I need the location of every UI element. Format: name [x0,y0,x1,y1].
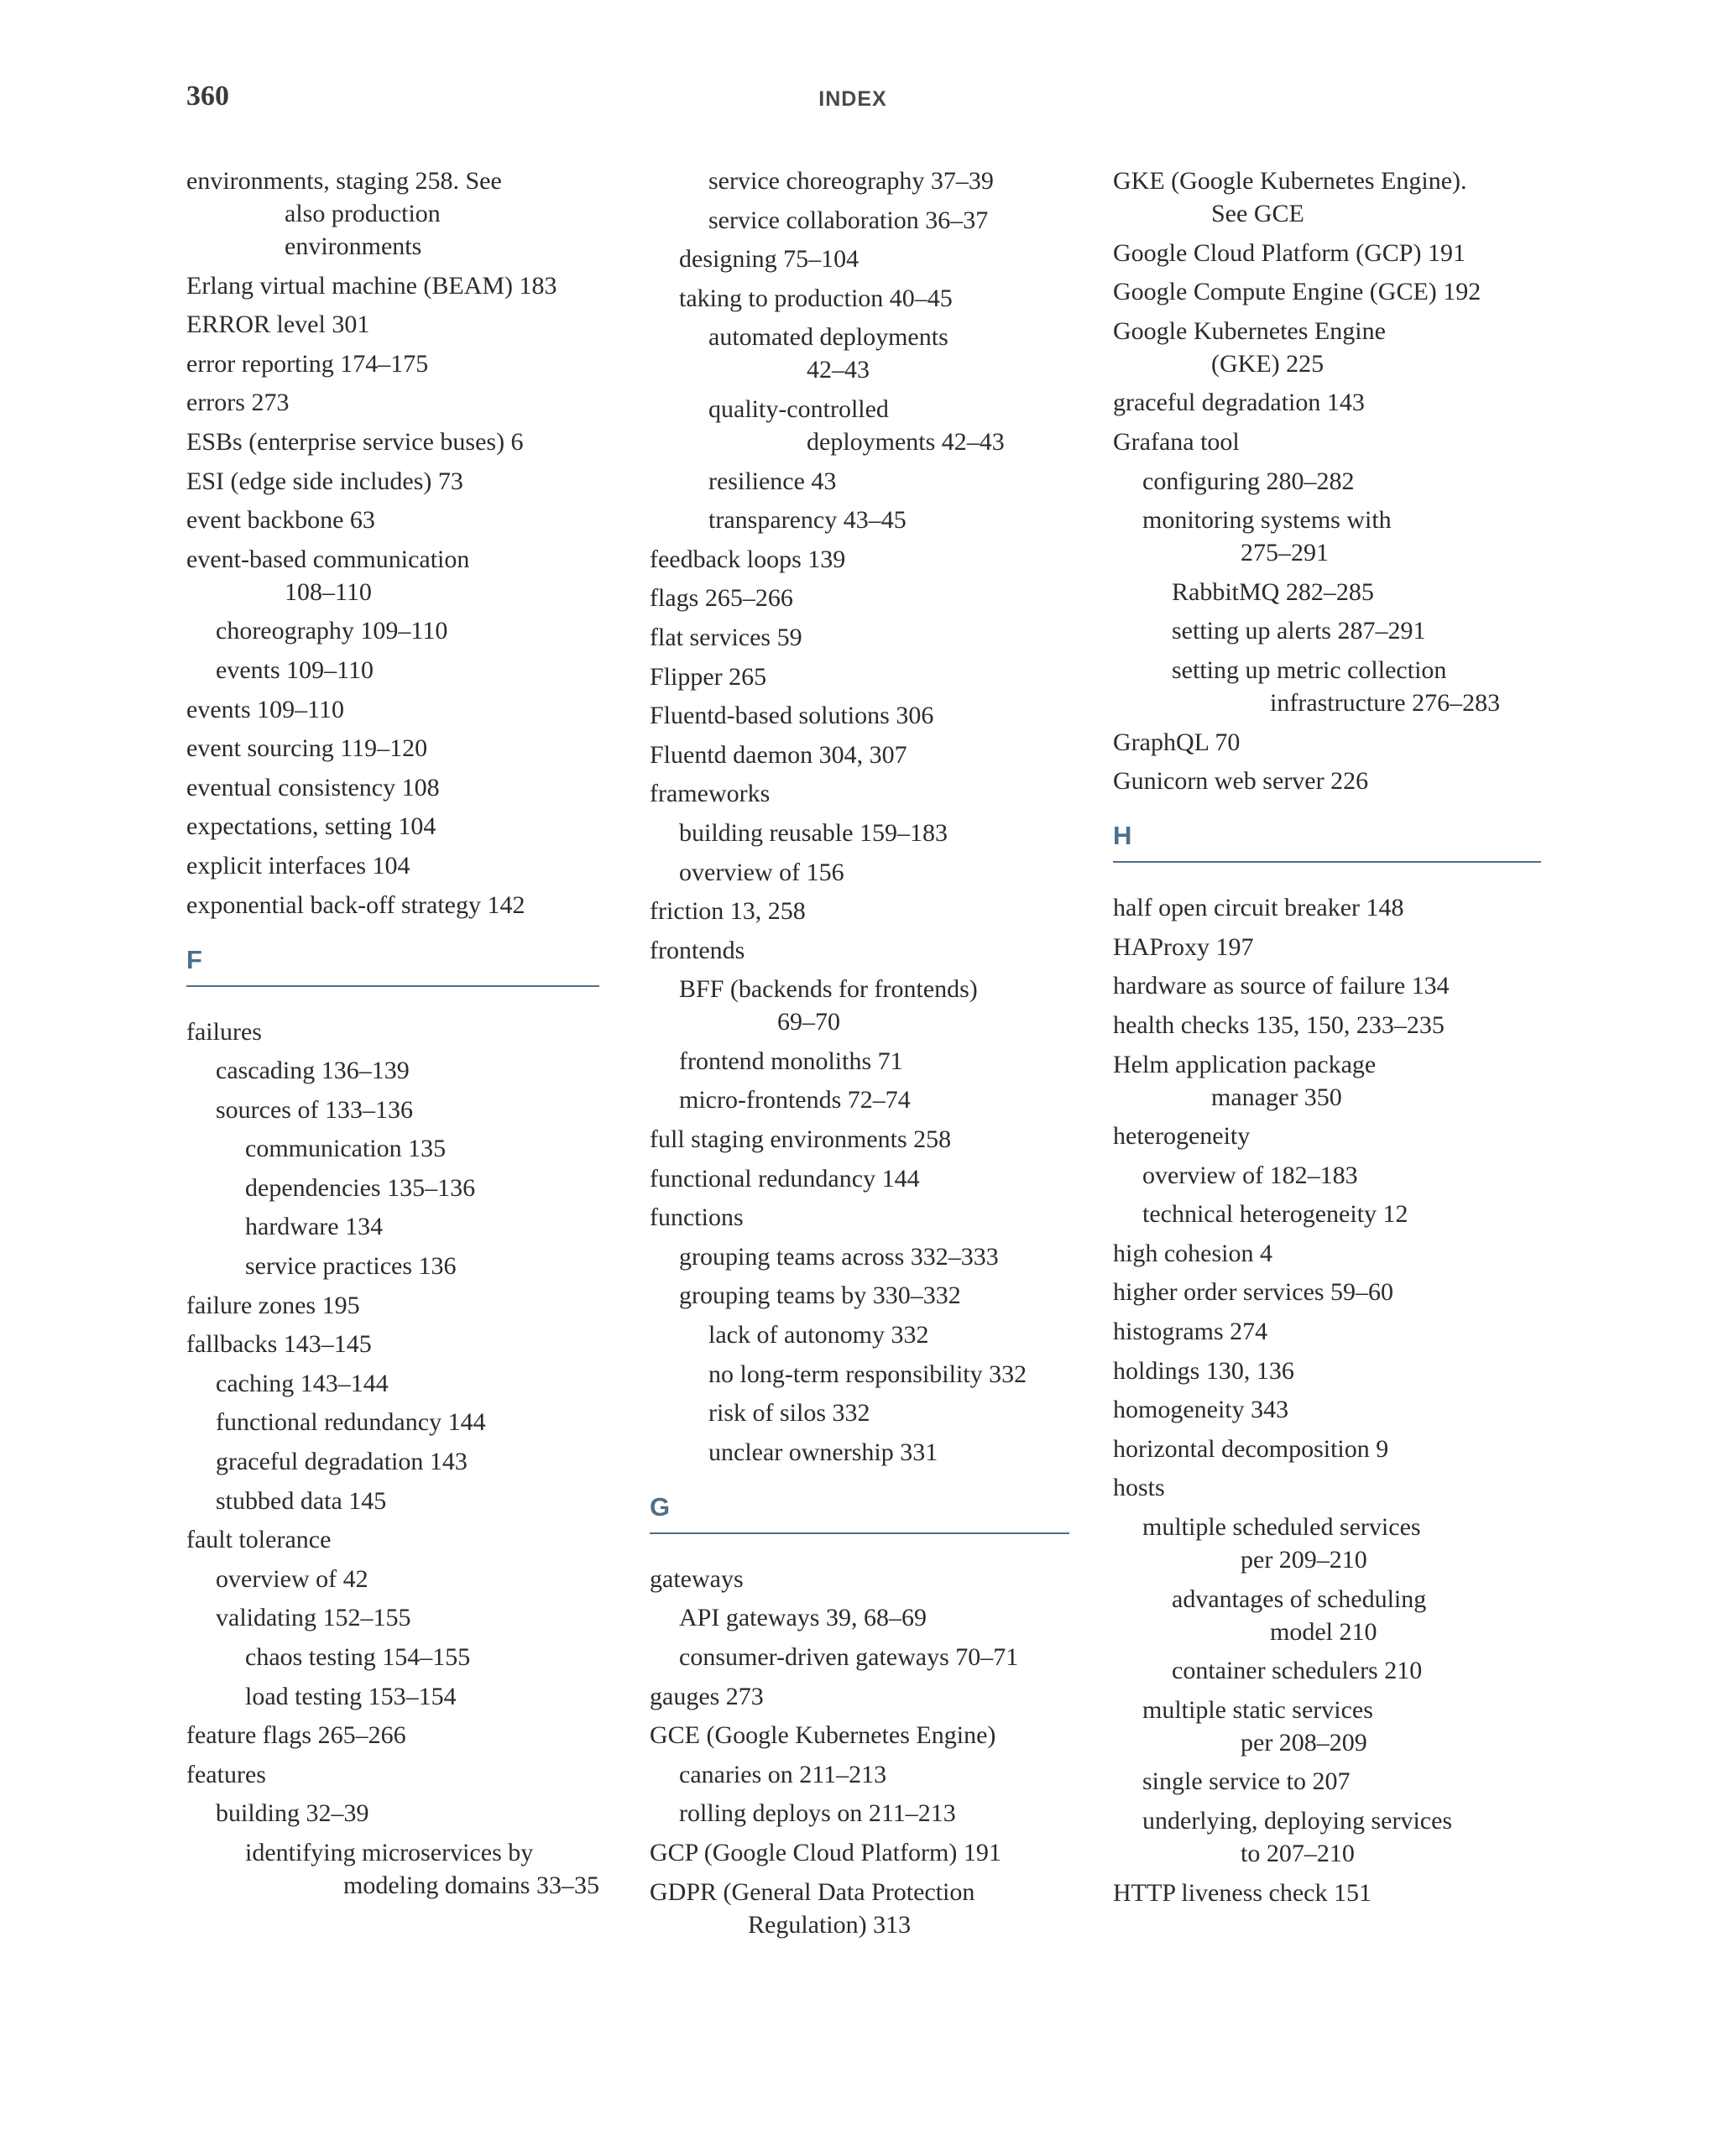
index-entry [650,777,1069,810]
entry-text: no long-term responsibility 332 [708,1360,1027,1388]
index-subentry [1113,504,1541,569]
index-entry [186,269,599,302]
entry-text: lack of autonomy 332 [708,1321,929,1349]
entry-text: risk of silos 332 [708,1399,870,1428]
index-subentry [186,654,599,686]
index-entry [186,543,599,608]
index-entry [650,621,1069,654]
index-entry [186,347,599,380]
index-entry [650,1162,1069,1195]
index-subentry [650,393,1069,458]
index-subentry [1113,1198,1541,1230]
index-entry [650,699,1069,732]
index-entry [186,1758,599,1791]
index-entry [186,1523,599,1556]
index-subentry [186,1680,599,1713]
index-column-middle [650,164,1069,1947]
index-subentry [186,1250,599,1282]
entry-text: resilience 43 [708,467,837,495]
section-letter: H [1113,819,1541,863]
index-entry [650,934,1069,967]
index-entry [1113,969,1541,1002]
index-subentry [186,1132,599,1165]
entry-text: events 109–110 [186,695,345,723]
entry-text: grouping teams by 330–332 [679,1282,961,1310]
index-entry [186,386,599,419]
entry-text: hardware as source of failure 134 [1113,972,1450,1000]
index-entry [650,660,1069,693]
index-subentry [186,1641,599,1673]
entry-text: horizontal decomposition 9 [1113,1434,1389,1463]
index-column-right [1113,164,1541,1915]
entry-text: graceful degradation 143 [216,1448,468,1476]
entry-continuation: also production [285,200,441,227]
index-subentry [650,1396,1069,1429]
entry-text: higher order services 59–60 [1113,1278,1394,1307]
entry-text: communication 135 [245,1135,447,1163]
index-entry [186,1289,599,1322]
entry-continuation: See GCE [1211,200,1304,227]
index-subentry [650,1279,1069,1312]
index-entry [186,889,599,921]
entry-continuation: 108–110 [285,577,372,606]
index-subentry [186,1367,599,1400]
index-entry [1113,275,1541,308]
entry-text: multiple scheduled services [1142,1513,1421,1542]
index-entry [186,308,599,341]
entry-text: container schedulers 210 [1172,1657,1423,1685]
entry-text: GKE (Google Kubernetes Engine). [1113,167,1467,195]
entry-continuation: 42–43 [807,356,870,384]
entry-text: Gunicorn web server 226 [1113,767,1369,796]
index-entry [186,425,599,458]
entry-text: HTTP liveness check 151 [1113,1878,1372,1907]
entry-text: feature flags 265–266 [186,1721,406,1750]
entry-text: half open circuit breaker 148 [1113,894,1404,922]
entry-text: building 32–39 [216,1799,369,1828]
index-entry [186,810,599,843]
entry-text: Fluentd daemon 304, 307 [650,740,907,769]
index-entry [186,849,599,882]
entry-text: service practices 136 [245,1252,457,1281]
entry-text: exponential back-off strategy 142 [186,890,525,919]
entry-continuation: deployments 42–43 [807,427,1005,456]
index-subentry [1113,1511,1541,1576]
entry-text: ERROR level 301 [186,311,370,339]
index-entry [1113,891,1541,924]
index-entry [1113,1009,1541,1041]
entry-text: ESBs (enterprise service buses) 6 [186,427,524,456]
index-column-left [186,164,599,1908]
index-entry [186,1015,599,1048]
entry-continuation: model 210 [1270,1617,1377,1646]
entry-text: Flipper 265 [650,662,767,691]
entry-text: feedback loops 139 [650,545,846,573]
entry-text: monitoring systems with [1142,506,1392,535]
entry-text: service collaboration 36–37 [708,206,989,234]
index-entry [1113,1355,1541,1387]
entry-continuation: to 207–210 [1241,1840,1355,1867]
index-subentry [650,282,1069,315]
index-entry [650,1123,1069,1156]
section-letter: F [186,943,599,987]
entry-text: functions [650,1203,744,1232]
index-entry [186,1328,599,1360]
index-entry [1113,425,1541,458]
entry-text: health checks 135, 150, 233–235 [1113,1010,1445,1039]
index-subentry [1113,576,1541,608]
index-entry [650,1563,1069,1595]
entry-text: stubbed data 145 [216,1486,387,1515]
index-subentry [650,1318,1069,1351]
index-subentry [1113,1583,1541,1648]
index-entry [1113,1120,1541,1152]
index-entry [1113,1433,1541,1465]
index-subentry [186,1563,599,1595]
index-entry [186,164,599,263]
index-subentry [1113,654,1541,719]
index-entry [186,465,599,498]
entry-text: GraphQL 70 [1113,728,1241,756]
entry-continuation: infrastructure 276–283 [1270,688,1501,717]
entry-text: dependencies 135–136 [245,1173,476,1202]
entry-text: event backbone 63 [186,506,375,535]
entry-text: frontends [650,936,745,964]
index-subentry [186,1445,599,1478]
entry-text: chaos testing 154–155 [245,1643,471,1671]
entry-text: API gateways 39, 68–69 [679,1604,927,1632]
entry-text: graceful degradation 143 [1113,389,1365,417]
entry-text: failure zones 195 [186,1291,360,1319]
entry-text: sources of 133–136 [216,1095,413,1124]
entry-text: unclear ownership 331 [708,1438,938,1466]
index-entry [650,1719,1069,1751]
index-subentry [650,817,1069,849]
entry-text: taking to production 40–45 [679,284,953,312]
running-head: INDEX [818,87,887,111]
entry-text: holdings 130, 136 [1113,1356,1294,1385]
index-subentry [1113,1765,1541,1798]
section-letter: G [650,1490,1069,1534]
index-subentry [186,1094,599,1126]
entry-text: setting up alerts 287–291 [1172,617,1426,645]
entry-text: canaries on 211–213 [679,1760,887,1788]
entry-text: automated deployments [708,323,948,352]
entry-text: error reporting 174–175 [186,349,429,378]
index-entry [1113,1315,1541,1348]
index-entry [1113,1048,1541,1114]
index-subentry [1113,465,1541,498]
entry-text: explicit interfaces 104 [186,851,410,880]
index-entry [650,543,1069,576]
entry-text: ESI (edge side includes) 73 [186,467,463,495]
entry-text: cascading 136–139 [216,1057,410,1085]
entry-text: functional redundancy 144 [216,1408,486,1437]
index-entry [650,739,1069,771]
index-entry [650,1876,1069,1941]
entry-text: overview of 182–183 [1142,1161,1358,1189]
entry-text: homogeneity 343 [1113,1396,1289,1424]
entry-text: building reusable 159–183 [679,818,948,847]
index-entry [186,504,599,536]
index-subentry [1113,1159,1541,1192]
index-subentry [186,1797,599,1830]
entry-text: full staging environments 258 [650,1125,952,1154]
entry-text: service choreography 37–39 [708,167,994,195]
entry-text: identifying microservices by [245,1838,534,1866]
index-entry [650,895,1069,927]
index-entry [1113,1393,1541,1426]
entry-text: designing 75–104 [679,245,860,274]
index-subentry [650,1797,1069,1830]
entry-continuation: per 209–210 [1241,1546,1367,1574]
entry-text: fault tolerance [186,1526,332,1554]
index-entry [1113,1471,1541,1504]
entry-continuation: manager 350 [1211,1083,1342,1111]
entry-text: Google Kubernetes Engine [1113,316,1386,345]
entry-text: events 109–110 [216,655,374,684]
index-entry [1113,315,1541,380]
entry-text: GDPR (General Data Protection [650,1877,975,1906]
index-subentry [650,1436,1069,1469]
entry-text: caching 143–144 [216,1369,389,1397]
entry-text: frontend monoliths 71 [679,1047,903,1075]
entry-text: flat services 59 [650,623,802,651]
index-entry [1113,386,1541,419]
entry-text: multiple static services [1142,1695,1373,1724]
index-subentry [186,1054,599,1087]
entry-text: flags 265–266 [650,584,793,613]
index-subentry [186,1601,599,1634]
index-subentry [1113,1654,1541,1687]
index-entry [1113,1877,1541,1909]
index-subentry [650,1240,1069,1273]
entry-text: technical heterogeneity 12 [1142,1200,1408,1229]
page-number: 360 [186,81,229,112]
entry-continuation: Regulation) 313 [748,1910,912,1939]
entry-text: single service to 207 [1142,1767,1351,1796]
entry-continuation: per 208–209 [1241,1728,1367,1757]
index-subentry [650,504,1069,536]
entry-text: failures [186,1017,262,1046]
entry-text: Grafana tool [1113,427,1240,456]
entry-text: histograms 274 [1113,1318,1268,1346]
entry-text: friction 13, 258 [650,897,806,926]
index-subentry [650,1045,1069,1078]
entry-text: GCE (Google Kubernetes Engine) [650,1721,996,1750]
index-subentry [186,1210,599,1243]
entry-text: overview of 156 [679,858,844,886]
entry-text: setting up metric collection [1172,655,1447,684]
index-subentry [1113,1804,1541,1870]
entry-continuation: 69–70 [777,1008,840,1036]
index-subentry [650,321,1069,386]
index-subentry [186,614,599,647]
entry-text: event-based communication [186,545,470,573]
entry-text: BFF (backends for frontends) [679,975,978,1004]
entry-continuation: environments [285,232,422,260]
index-entry [1113,164,1541,230]
index-subentry [186,1485,599,1517]
index-entry [186,771,599,804]
index-subentry [650,465,1069,498]
entry-text: underlying, deploying services [1142,1807,1453,1835]
index-subentry [650,1758,1069,1791]
index-subentry [1113,614,1541,647]
entry-text: fallbacks 143–145 [186,1330,372,1359]
entry-text: eventual consistency 108 [186,773,440,801]
section-heading [186,943,599,987]
index-entry [1113,237,1541,269]
entry-text: advantages of scheduling [1172,1584,1427,1613]
index-subentry [650,243,1069,275]
index-subentry [650,856,1069,889]
entry-text: expectations, setting 104 [186,812,436,841]
entry-text: Erlang virtual machine (BEAM) 183 [186,271,557,300]
entry-text: Helm application package [1113,1050,1377,1078]
index-subentry [650,973,1069,1038]
index-subentry [650,1358,1069,1391]
index-entry [650,1201,1069,1234]
entry-text: Google Cloud Platform (GCP) 191 [1113,238,1466,267]
entry-text: RabbitMQ 282–285 [1172,577,1374,606]
entry-text: configuring 280–282 [1142,467,1355,495]
index-subentry [650,204,1069,237]
entry-text: micro-frontends 72–74 [679,1086,911,1115]
entry-text: hardware 134 [245,1213,384,1241]
entry-text: Google Compute Engine (GCE) 192 [1113,278,1481,306]
entry-text: frameworks [650,780,771,808]
index-subentry [186,1836,599,1902]
entry-text: features [186,1760,266,1788]
entry-text: hosts [1113,1474,1165,1502]
entry-text: errors 273 [186,389,290,417]
entry-text: GCP (Google Cloud Platform) 191 [650,1838,1001,1866]
index-subentry [1113,1694,1541,1759]
index-entry [650,582,1069,614]
entry-text: transparency 43–45 [708,506,907,535]
entry-text: environments, staging 258. See [186,167,502,195]
entry-continuation: (GKE) 225 [1211,349,1325,378]
entry-text: functional redundancy 144 [650,1164,920,1193]
index-entry [1113,726,1541,759]
index-entry [650,1836,1069,1869]
entry-continuation: modeling domains 33–35 [343,1871,599,1899]
entry-text: gauges 273 [650,1682,764,1710]
entry-text: quality-controlled [708,394,889,423]
entry-text: HAProxy 197 [1113,932,1254,961]
index-entry [1113,1237,1541,1270]
entry-text: overview of 42 [216,1564,368,1593]
index-entry [1113,1276,1541,1308]
section-heading [1113,819,1541,863]
entry-text: high cohesion 4 [1113,1239,1272,1267]
entry-continuation: 275–291 [1241,539,1329,567]
entry-text: validating 152–155 [216,1604,411,1632]
index-subentry [650,1083,1069,1116]
entry-text: consumer-driven gateways 70–71 [679,1643,1019,1671]
index-entry [186,693,599,726]
index-entry [186,1719,599,1751]
index-subentry [650,1601,1069,1634]
index-subentry [186,1406,599,1438]
index-entry [1113,765,1541,797]
entry-text: Fluentd-based solutions 306 [650,702,934,730]
entry-text: choreography 109–110 [216,617,448,645]
index-entry [1113,931,1541,963]
entry-text: rolling deploys on 211–213 [679,1799,956,1828]
index-entry [186,732,599,765]
entry-text: heterogeneity [1113,1122,1251,1151]
section-heading [650,1490,1069,1534]
index-subentry [650,1641,1069,1673]
index-subentry [186,1172,599,1204]
index-entry [650,1680,1069,1713]
entry-text: grouping teams across 332–333 [679,1242,999,1271]
index-subentry [650,164,1069,197]
entry-text: gateways [650,1564,744,1593]
entry-text: event sourcing 119–120 [186,734,428,763]
entry-text: load testing 153–154 [245,1682,457,1710]
